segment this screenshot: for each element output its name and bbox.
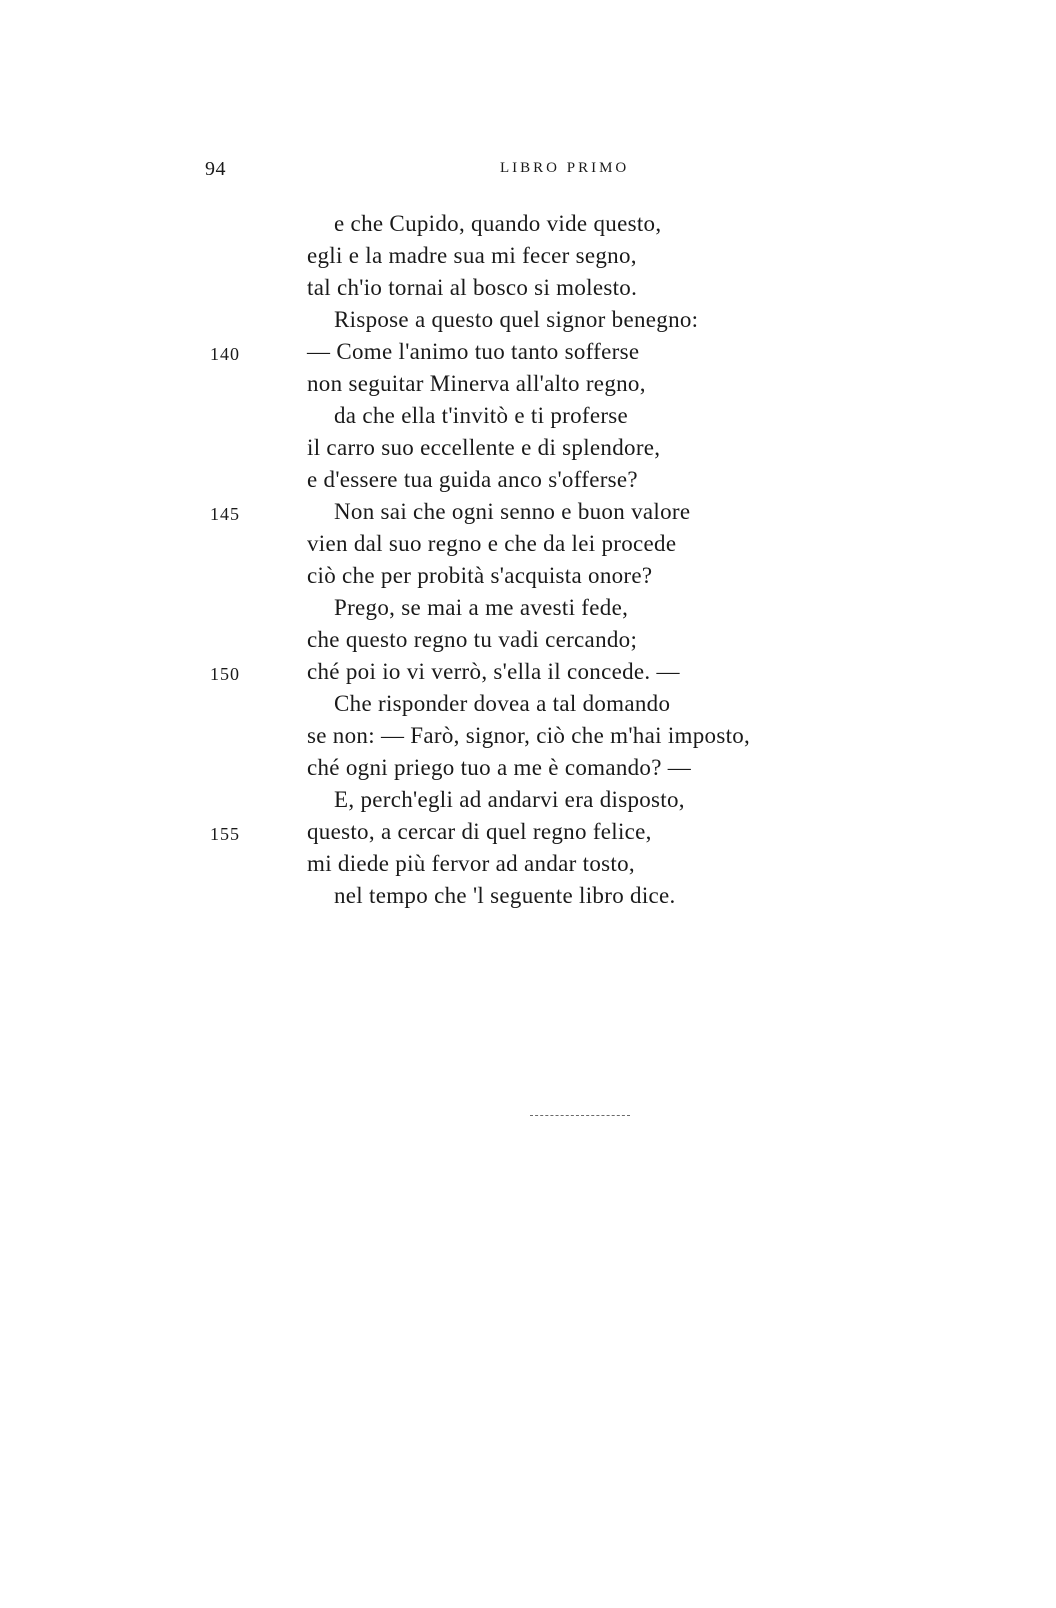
verse-line	[0, 432, 1056, 464]
verse-text: nel tempo che 'l seguente libro dice.	[334, 883, 676, 908]
line-number: 150	[210, 664, 240, 684]
verse-text: e che Cupido, quando vide questo,	[334, 211, 662, 236]
verse-line	[0, 496, 1056, 528]
verse-line	[0, 400, 1056, 432]
verse-line	[0, 720, 1056, 752]
verse-text: e d'essere tua guida anco s'offerse?	[307, 467, 638, 492]
verse-text: il carro suo eccellente e di splendore,	[307, 435, 661, 460]
line-number: 145	[210, 504, 240, 524]
verse-line	[0, 848, 1056, 880]
verse-text: — Come l'animo tuo tanto sofferse	[307, 339, 640, 364]
verse-text: ché ogni priego tuo a me è comando? —	[307, 755, 692, 780]
verse-line	[0, 208, 1056, 240]
verse-text: E, perch'egli ad andarvi era disposto,	[334, 787, 685, 812]
verse-line	[0, 880, 1056, 912]
verse-text: ché poi io vi verrò, s'ella il concede. —	[307, 659, 680, 684]
verse-text: egli e la madre sua mi fecer segno,	[307, 243, 637, 268]
verse-line	[0, 688, 1056, 720]
verse-line	[0, 272, 1056, 304]
verse-line	[0, 752, 1056, 784]
verse-text: Rispose a questo quel signor benegno:	[334, 307, 699, 332]
verse-line	[0, 624, 1056, 656]
poem-body	[0, 208, 1056, 912]
verse-line	[0, 368, 1056, 400]
verse-text: mi diede più fervor ad andar tosto,	[307, 851, 635, 876]
verse-line	[0, 464, 1056, 496]
running-head: LIBRO PRIMO	[500, 160, 630, 176]
verse-text: non seguitar Minerva all'alto regno,	[307, 371, 646, 396]
verse-text: tal ch'io tornai al bosco si molesto.	[307, 275, 638, 300]
verse-text: questo, a cercar di quel regno felice,	[307, 819, 652, 844]
verse-text: Prego, se mai a me avesti fede,	[334, 595, 629, 620]
page-number: 94	[205, 158, 226, 180]
verse-line	[0, 656, 1056, 688]
verse-line	[0, 816, 1056, 848]
line-number: 140	[210, 344, 240, 364]
verse-text: vien dal suo regno e che da lei procede	[307, 531, 677, 556]
verse-text: Non sai che ogni senno e buon valore	[334, 499, 691, 524]
verse-text: se non: — Farò, signor, ciò che m'hai imposto,	[307, 723, 751, 748]
verse-line	[0, 784, 1056, 816]
verse-line	[0, 240, 1056, 272]
verse-text: Che risponder dovea a tal domando	[334, 691, 671, 716]
verse-line	[0, 528, 1056, 560]
verse-text: che questo regno tu vadi cercando;	[307, 627, 638, 652]
verse-line	[0, 304, 1056, 336]
end-rule	[530, 1115, 630, 1116]
verse-text: ciò che per probità s'acquista onore?	[307, 563, 653, 588]
verse-text: da che ella t'invitò e ti proferse	[334, 403, 629, 428]
verse-line	[0, 560, 1056, 592]
verse-line	[0, 336, 1056, 368]
verse-line	[0, 592, 1056, 624]
line-number: 155	[210, 824, 240, 844]
